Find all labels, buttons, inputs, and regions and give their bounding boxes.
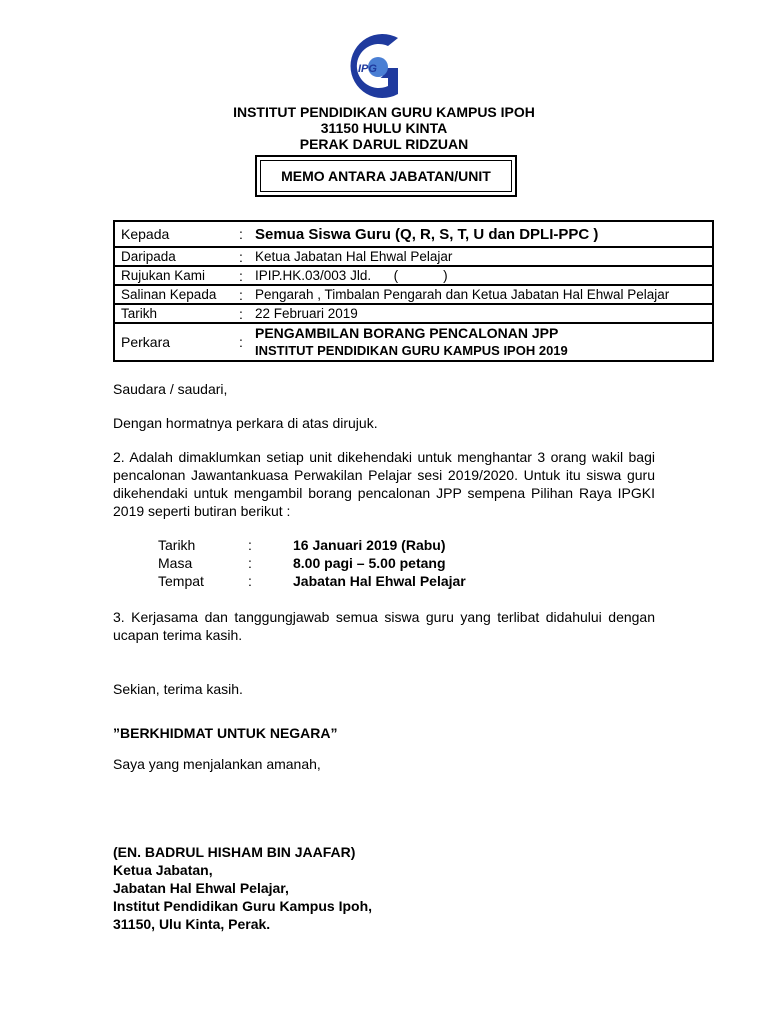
- ipg-logo: [336, 28, 408, 104]
- signature-block: [113, 843, 655, 933]
- colon: :: [239, 305, 243, 322]
- rujukan-value: IPIP.HK.03/003 Jld. ( ): [255, 268, 448, 283]
- detail-value: Jabatan Hal Ehwal Pelajar: [293, 573, 466, 589]
- paragraph-2: 2. Adalah dimaklumkan setiap unit dikehendaki untuk menghantar 3 orang wakil bagi pencalonan Jawantankuasa Perwakilan Pelajar sesi 2019/2020. Untuk itu siswa guru dikehendaki untuk mengambil borang pencalonan JPP sempena Pilihan Raya IPGKI 2019 seperti butiran berikut :: [113, 449, 655, 519]
- detail-row-tarikh: [158, 536, 466, 554]
- colon: :: [239, 286, 243, 303]
- detail-label: Tempat: [158, 573, 204, 589]
- perkara-line-2: INSTITUT PENDIDIKAN GURU KAMPUS IPOH 2019: [255, 343, 568, 358]
- colon: :: [248, 555, 252, 571]
- signatory-department: Jabatan Hal Ehwal Pelajar,: [113, 880, 289, 896]
- tarikh-label: Tarikh: [121, 306, 158, 321]
- rujukan-label: Rujukan Kami: [121, 268, 206, 283]
- colon: :: [248, 537, 252, 553]
- info-row-kepada: [115, 222, 712, 248]
- detail-value: 16 Januari 2019 (Rabu): [293, 537, 446, 553]
- memo-info-table: [113, 220, 714, 362]
- institution-header: [0, 104, 768, 152]
- info-row-tarikh: [115, 305, 712, 324]
- amanah-line: Saya yang menjalankan amanah,: [113, 756, 321, 772]
- salutation: Saudara / saudari,: [113, 381, 228, 397]
- info-row-perkara: [115, 324, 712, 360]
- perkara-label: Perkara: [121, 334, 171, 350]
- colon: :: [239, 267, 243, 284]
- header-line-3: PERAK DARUL RIDZUAN: [299, 136, 469, 152]
- paragraph-1: Dengan hormatnya perkara di atas dirujuk.: [113, 415, 378, 431]
- closing: Sekian, terima kasih.: [113, 681, 243, 697]
- motto: ”BERKHIDMAT UNTUK NEGARA”: [113, 725, 338, 741]
- colon: :: [239, 248, 243, 265]
- signatory-address: 31150, Ulu Kinta, Perak.: [113, 916, 271, 932]
- kepada-label: Kepada: [121, 226, 170, 242]
- detail-row-tempat: [158, 572, 466, 590]
- paragraph-3: 3. Kerjasama dan tanggungjawab semua siswa guru yang terlibat didahului dengan ucapan terima kasih.: [113, 609, 655, 643]
- signatory-name: (EN. BADRUL HISHAM BIN JAAFAR): [113, 844, 356, 860]
- colon: :: [248, 573, 252, 589]
- colon: :: [239, 226, 243, 242]
- signatory-institution: Institut Pendidikan Guru Kampus Ipoh,: [113, 898, 373, 914]
- info-row-daripada: [115, 248, 712, 267]
- info-row-rujukan: [115, 267, 712, 286]
- header-line-2: 31150 HULU KINTA: [320, 120, 448, 136]
- salinan-value: Pengarah , Timbalan Pengarah dan Ketua Jabatan Hal Ehwal Pelajar: [255, 287, 670, 302]
- info-row-salinan: [115, 286, 712, 305]
- daripada-label: Daripada: [121, 249, 176, 264]
- colon: :: [239, 334, 243, 350]
- salinan-label: Salinan Kepada: [121, 287, 217, 302]
- memo-title: MEMO ANTARA JABATAN/UNIT: [281, 168, 491, 184]
- detail-row-masa: [158, 554, 466, 572]
- header-line-1: INSTITUT PENDIDIKAN GURU KAMPUS IPOH: [233, 104, 535, 120]
- signatory-title: Ketua Jabatan,: [113, 862, 213, 878]
- details-table: [158, 536, 466, 590]
- kepada-value: Semua Siswa Guru (Q, R, S, T, U dan DPLI-PPC ): [255, 225, 599, 243]
- svg-text:IPG: IPG: [358, 63, 377, 75]
- detail-label: Masa: [158, 555, 193, 571]
- memo-title-box: [255, 155, 517, 197]
- daripada-value: Ketua Jabatan Hal Ehwal Pelajar: [255, 249, 453, 264]
- detail-label: Tarikh: [158, 537, 196, 553]
- perkara-line-1: PENGAMBILAN BORANG PENCALONAN JPP: [255, 325, 559, 341]
- detail-value: 8.00 pagi – 5.00 petang: [293, 555, 446, 571]
- tarikh-value: 22 Februari 2019: [255, 306, 358, 321]
